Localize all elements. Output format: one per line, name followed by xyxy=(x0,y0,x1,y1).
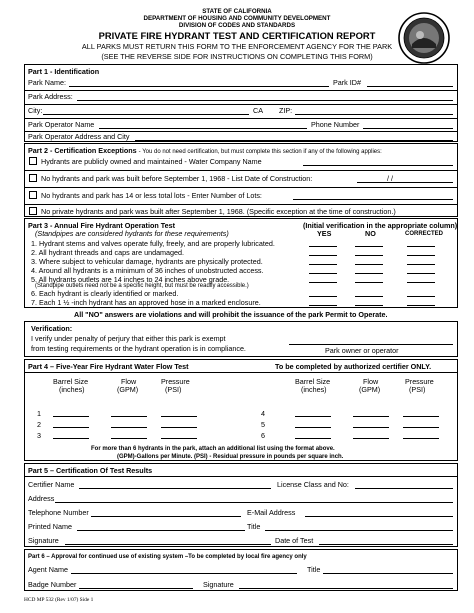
department-header: DEPARTMENT OF HOUSING AND COMMUNITY DEVELOPMENT xyxy=(143,15,331,22)
row6-pressure[interactable] xyxy=(403,438,439,439)
number-of-lots-field[interactable] xyxy=(293,199,453,200)
park-name-field[interactable] xyxy=(69,86,329,87)
exception-public-checkbox[interactable] xyxy=(29,157,37,165)
zip-label: ZIP: xyxy=(279,106,293,115)
verification-signature-field[interactable] xyxy=(289,344,453,345)
telephone-field[interactable] xyxy=(91,516,241,517)
test-item-3: 3. Where subject to vehicular damage, hydrants are physically protected. xyxy=(31,257,263,266)
barrel-size-header-right: Barrel Size xyxy=(295,377,331,386)
item4-no[interactable] xyxy=(355,273,383,274)
item5-corrected[interactable] xyxy=(407,282,435,283)
operator-address-field[interactable] xyxy=(135,140,453,141)
flow-header-left: Flow xyxy=(121,377,137,386)
title-label: Title xyxy=(247,522,261,531)
city-label: City: xyxy=(28,106,43,115)
part1-heading: Part 1 - Identification xyxy=(28,67,100,76)
hydrant-row-3: 3 xyxy=(37,431,41,440)
email-field[interactable] xyxy=(305,516,453,517)
agent-name-field[interactable] xyxy=(71,573,297,574)
barrel-size-header-left: Barrel Size xyxy=(53,377,89,386)
exception-lots-label: No hydrants and park has 14 or less total lots - Enter Number of Lots: xyxy=(41,191,262,200)
date-of-test-field[interactable] xyxy=(319,544,453,545)
verification-heading: Verification: xyxy=(31,324,73,333)
exception-post1968-label: No private hydrants and park was built after September 1, 1968. (Specific exception at the time of construction.) xyxy=(41,207,396,216)
hydrant-row-5: 5 xyxy=(261,420,265,429)
exception-pre1968-label: No hydrants and park was built before September 1, 1968 - List Date of Construction: xyxy=(41,174,313,183)
division-header: DIVISION OF CODES AND STANDARDS xyxy=(178,22,296,29)
test-item-7: 7. Each 1 ½ -inch hydrant has an approved hose in a marked enclosure. xyxy=(31,298,261,307)
test-item-4: 4. Around all hydrants is a minimum of 36 inches of unobstructed access. xyxy=(31,266,264,275)
phone-label: Phone Number xyxy=(311,120,360,129)
pressure-header-left: Pressure xyxy=(161,377,190,386)
test-item-2: 2. All hydrant threads and caps are undamaged. xyxy=(31,248,185,257)
park-id-label: Park ID# xyxy=(333,78,361,87)
row1-flow[interactable] xyxy=(111,416,147,417)
row5-barrel[interactable] xyxy=(295,427,331,428)
verification-line-1: I verify under penalty of perjury that either this park is exempt xyxy=(31,334,226,343)
row4-barrel[interactable] xyxy=(295,416,331,417)
part2-heading: Part 2 - Certification Exceptions xyxy=(28,146,137,155)
part2-heading-note: - You do not need certification, but must complete this section if any of the following applies: xyxy=(138,149,382,155)
item6-no[interactable] xyxy=(355,296,383,297)
agent-name-label: Agent Name xyxy=(28,565,68,574)
col-yes-header: YES xyxy=(317,229,332,238)
part6-section xyxy=(24,549,458,591)
water-company-field[interactable] xyxy=(303,165,453,166)
operator-address-label: Park Operator Address and City xyxy=(28,132,130,141)
city-field[interactable] xyxy=(43,114,249,115)
form-subtitle: ALL PARKS MUST RETURN THIS FORM TO THE ENFORCEMENT AGENCY FOR THE PARK xyxy=(81,42,393,51)
part5-heading: Part 5 – Certification Of Test Results xyxy=(28,466,153,475)
hydrant-row-1: 1 xyxy=(37,409,41,418)
park-name-label: Park Name: xyxy=(28,78,66,87)
item6-corrected[interactable] xyxy=(407,296,435,297)
flow-header-right: Flow xyxy=(363,377,379,386)
form-number: HCD MP 532 (Rev 1/07) Side 1 xyxy=(24,597,94,603)
state-seal-icon xyxy=(398,12,450,64)
barrel-size-unit-right: (inches) xyxy=(301,385,327,394)
test-item-6: 6. Each hydrant is clearly identified or marked. xyxy=(31,289,179,298)
item1-yes[interactable] xyxy=(309,246,337,247)
park-id-field[interactable] xyxy=(367,86,453,87)
exception-public-label: Hydrants are publicly owned and maintained - Water Company Name xyxy=(41,157,262,166)
item5-no[interactable] xyxy=(355,282,383,283)
barrel-size-unit-left: (inches) xyxy=(59,385,85,394)
email-label: E-Mail Address xyxy=(247,508,296,517)
state-ca-label: CA xyxy=(253,106,263,115)
state-header: STATE OF CALIFORNIA xyxy=(202,8,272,15)
part6-heading: Part 6 – Approval for continued use of existing system –To be completed by local fire agency only xyxy=(28,554,307,560)
item7-corrected[interactable] xyxy=(407,305,435,306)
license-field[interactable] xyxy=(355,488,453,489)
row1-pressure[interactable] xyxy=(161,416,197,417)
certifier-signature-field[interactable] xyxy=(65,544,271,545)
col-no-header: NO xyxy=(365,229,376,238)
certifier-name-field[interactable] xyxy=(79,488,271,489)
row4-flow[interactable] xyxy=(353,416,389,417)
operator-name-field[interactable] xyxy=(99,128,307,129)
verification-signature-label: Park owner or operator xyxy=(325,346,399,355)
violation-warning: All "NO" answers are violations and will prohibit the issuance of the park Permit to Operate. xyxy=(74,310,388,319)
pressure-header-right: Pressure xyxy=(405,377,434,386)
hydrant-row-4: 4 xyxy=(261,409,265,418)
item3-corrected[interactable] xyxy=(407,264,435,265)
part4-certifier-note: To be completed by authorized certifier ONLY. xyxy=(275,362,432,371)
hydrant-row-6: 6 xyxy=(261,431,265,440)
test-item-5: 5. All hydrants outlets are 14 inches to 24 inches above grade. xyxy=(31,275,230,284)
col-corrected-header: CORRECTED xyxy=(405,231,444,237)
row5-pressure[interactable] xyxy=(403,427,439,428)
agent-signature-label: Signature xyxy=(203,580,234,589)
certifier-name-label: Certifier Name xyxy=(28,480,75,489)
part1-section xyxy=(24,64,458,142)
exception-post1968-checkbox[interactable] xyxy=(29,207,37,215)
construction-date-field[interactable] xyxy=(357,182,453,183)
exception-pre1968-checkbox[interactable] xyxy=(29,174,37,182)
row3-pressure[interactable] xyxy=(161,438,197,439)
item3-yes[interactable] xyxy=(309,264,337,265)
printed-name-field[interactable] xyxy=(77,530,245,531)
part4-heading: Part 4 – Five-Year Fire Hydrant Water Flow Test xyxy=(28,362,189,371)
test-item-5-note: (Standpipe outlets need not be a specific height, but must be readily accessible.) xyxy=(35,283,249,289)
exception-lots-checkbox[interactable] xyxy=(29,191,37,199)
signature-label: Signature xyxy=(28,536,59,545)
part4-section xyxy=(24,359,458,461)
additional-list-note: For more than 6 hydrants in the park, attach an additional list using the format above. xyxy=(91,446,335,452)
item7-no[interactable] xyxy=(355,305,383,306)
form-note: (SEE THE REVERSE SIDE FOR INSTRUCTIONS ON COMPLETING THIS FORM) xyxy=(101,52,373,61)
row4-pressure[interactable] xyxy=(403,416,439,417)
item5-yes[interactable] xyxy=(309,282,337,283)
agent-title-field[interactable] xyxy=(323,573,453,574)
row5-flow[interactable] xyxy=(353,427,389,428)
row3-flow[interactable] xyxy=(111,438,147,439)
park-address-label: Park Address: xyxy=(28,92,73,101)
telephone-label: Telephone Number xyxy=(28,508,89,517)
part3-heading: Part 3 - Annual Fire Hydrant Operation Test xyxy=(28,221,175,230)
flow-unit-left: (GPM) xyxy=(117,385,139,394)
flow-unit-right: (GPM) xyxy=(359,385,381,394)
form-title: PRIVATE FIRE HYDRANT TEST AND CERTIFICATION REPORT xyxy=(98,30,376,41)
row1-barrel[interactable] xyxy=(53,416,89,417)
verification-section xyxy=(24,321,458,357)
date-separator: / / xyxy=(387,174,393,183)
agent-signature-field[interactable] xyxy=(239,588,453,589)
license-label: License Class and No: xyxy=(277,480,349,489)
certifier-address-field[interactable] xyxy=(55,502,453,503)
badge-number-field[interactable] xyxy=(79,588,193,589)
item2-corrected[interactable] xyxy=(407,255,435,256)
pressure-unit-left: (PSI) xyxy=(165,385,182,394)
item3-no[interactable] xyxy=(355,264,383,265)
row2-barrel[interactable] xyxy=(53,427,89,428)
row6-flow[interactable] xyxy=(353,438,389,439)
zip-field[interactable] xyxy=(295,114,453,115)
agent-title-label: Title xyxy=(307,565,321,574)
park-address-field[interactable] xyxy=(77,100,453,101)
hydrant-row-2: 2 xyxy=(37,420,41,429)
item2-no[interactable] xyxy=(355,255,383,256)
operator-name-label: Park Operator Name xyxy=(28,120,95,129)
row6-barrel[interactable] xyxy=(295,438,331,439)
item4-corrected[interactable] xyxy=(407,273,435,274)
item1-corrected[interactable] xyxy=(407,246,435,247)
row3-barrel[interactable] xyxy=(53,438,89,439)
item7-yes[interactable] xyxy=(309,305,337,306)
item1-no[interactable] xyxy=(355,246,383,247)
test-item-1: 1. Hydrant stems and valves operate fully, freely, and are properly lubricated. xyxy=(31,239,275,248)
item4-yes[interactable] xyxy=(309,273,337,274)
phone-field[interactable] xyxy=(363,128,453,129)
units-note: (GPM)-Gallons per Minute. (PSI) - Residual pressure in pounds per square inch. xyxy=(117,454,344,460)
date-of-test-label: Date of Test xyxy=(275,536,314,545)
part5-section xyxy=(24,463,458,547)
part3-initial-note: (Initial verification in the appropriate column) xyxy=(303,221,458,230)
title-field[interactable] xyxy=(265,530,453,531)
part3-instructions: (Standpipes are considered hydrants for these requirements) xyxy=(35,229,229,238)
pressure-unit-right: (PSI) xyxy=(409,385,426,394)
printed-name-label: Printed Name xyxy=(28,522,72,531)
part3-section xyxy=(24,218,458,308)
badge-number-label: Badge Number xyxy=(28,580,77,589)
row2-flow[interactable] xyxy=(111,427,147,428)
part2-section xyxy=(24,143,458,217)
address-label: Address xyxy=(28,494,55,503)
row2-pressure[interactable] xyxy=(161,427,197,428)
verification-line-2: from testing requirements or the hydrant operation is in compliance. xyxy=(31,344,246,353)
item2-yes[interactable] xyxy=(309,255,337,256)
item6-yes[interactable] xyxy=(309,296,337,297)
